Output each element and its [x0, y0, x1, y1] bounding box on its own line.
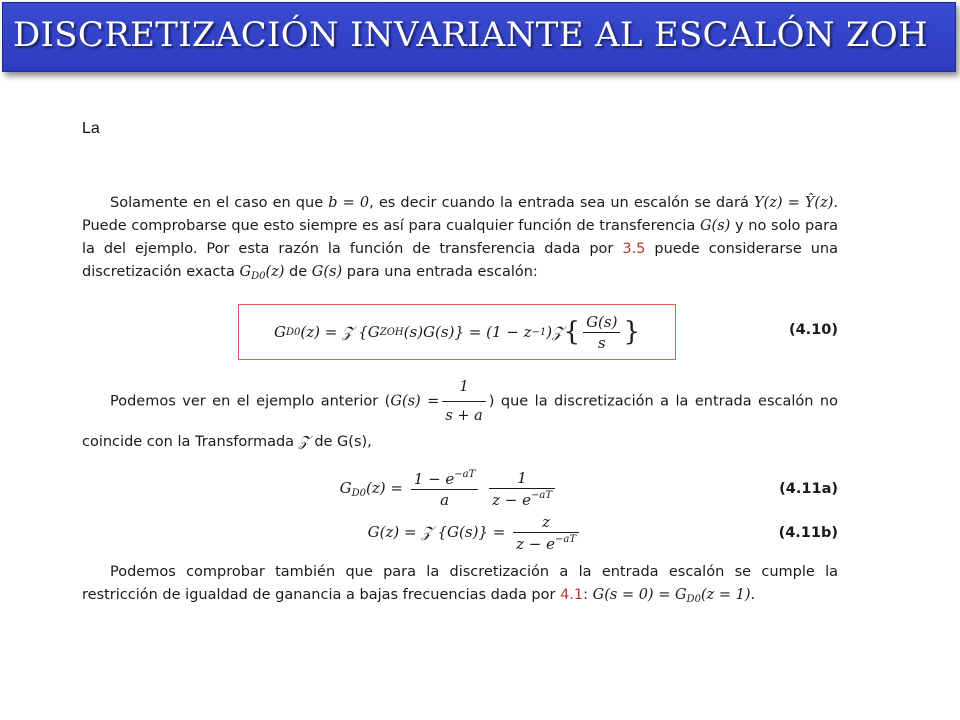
paragraph-1: [82, 192, 838, 288]
p1-text-6: de: [284, 264, 312, 280]
p2-text-3: de G(s),: [309, 434, 372, 450]
p3-text-2: :: [583, 587, 593, 603]
equation-4-11b: G(z) = 𝒵 {G(s)} = $\frac{z}{z - e^{-aT}}$ (4.11b): [367, 513, 838, 553]
document-excerpt: [82, 192, 838, 611]
p3-text-1: Podemos comprobar también que para la discretización a la entrada escalón se cumple la restricción de igualdad de ganancia a bajas frecuencias dada por: [82, 564, 838, 603]
p1-text-5: puede considerarse una discretización exacta: [82, 241, 838, 280]
p1-text-4: y no solo para la del ejemplo. Por esta razón la función de transferencia dada por: [82, 218, 838, 257]
p3-ref-link[interactable]: 4.1: [560, 587, 584, 603]
p2-text-1: Podemos ver en el ejemplo anterior (: [110, 393, 391, 410]
p2-math-z: 𝒵: [298, 434, 310, 450]
p1-math-gs-2: G(s): [311, 264, 343, 280]
equation-4-11a-number: (4.11a): [779, 481, 838, 497]
slide-title: DISCRETIZACIÓN INVARIANTE AL ESCALÓN ZOH: [13, 15, 928, 55]
p1-math-y: Y(z) = Ŷ(z).: [753, 195, 838, 211]
p1-text-2: , es decir cuando la entrada sea un escalón se dará: [369, 195, 754, 211]
equation-4-11a: $G_{D0}(z)$ = $\frac{1 - e^{-aT}}{a}$ $\frac{1}{z - e^{-aT}}$ (4.11a): [339, 469, 838, 509]
p1-text-7: para una entrada escalón:: [342, 264, 538, 280]
paragraph-2: [82, 374, 838, 455]
equation-4-10: [82, 304, 838, 364]
intro-text: La: [82, 120, 100, 137]
p1-text-3: Puede comprobarse que esto siempre es así para cualquier función de transferencia: [82, 218, 700, 234]
equation-4-11b-number: (4.11b): [778, 525, 838, 541]
p1-math-gs: G(s): [699, 218, 731, 234]
paragraph-3: [82, 561, 838, 611]
equation-4-10-number: (4.10): [788, 322, 838, 338]
p1-math-b: b = 0: [328, 195, 370, 211]
equation-4-10-box: G D0 (z) = 𝒵 {G ZOH (s)G(s)} = (1 − z −1 )𝒵 { $\frac{G(s)}{s}$ }: [238, 304, 676, 360]
p1-text-1: Solamente en el caso en que: [110, 195, 329, 211]
p1-ref-link[interactable]: 3.5: [622, 241, 646, 257]
slide-title-bar: [2, 2, 956, 72]
p2-fraction: $\frac{1}{s + a}$: [442, 374, 485, 429]
p1-math-gd0: $G_{D0}(z)$: [239, 264, 285, 282]
p3-math: $G(s = 0) = G_{D0}(z = 1)$.: [592, 587, 756, 605]
p2-math-gs: G(s) =: [390, 393, 440, 410]
p2-text-2: ) que la discretización a la entrada escalón no coincide con la Transformada: [82, 393, 838, 450]
